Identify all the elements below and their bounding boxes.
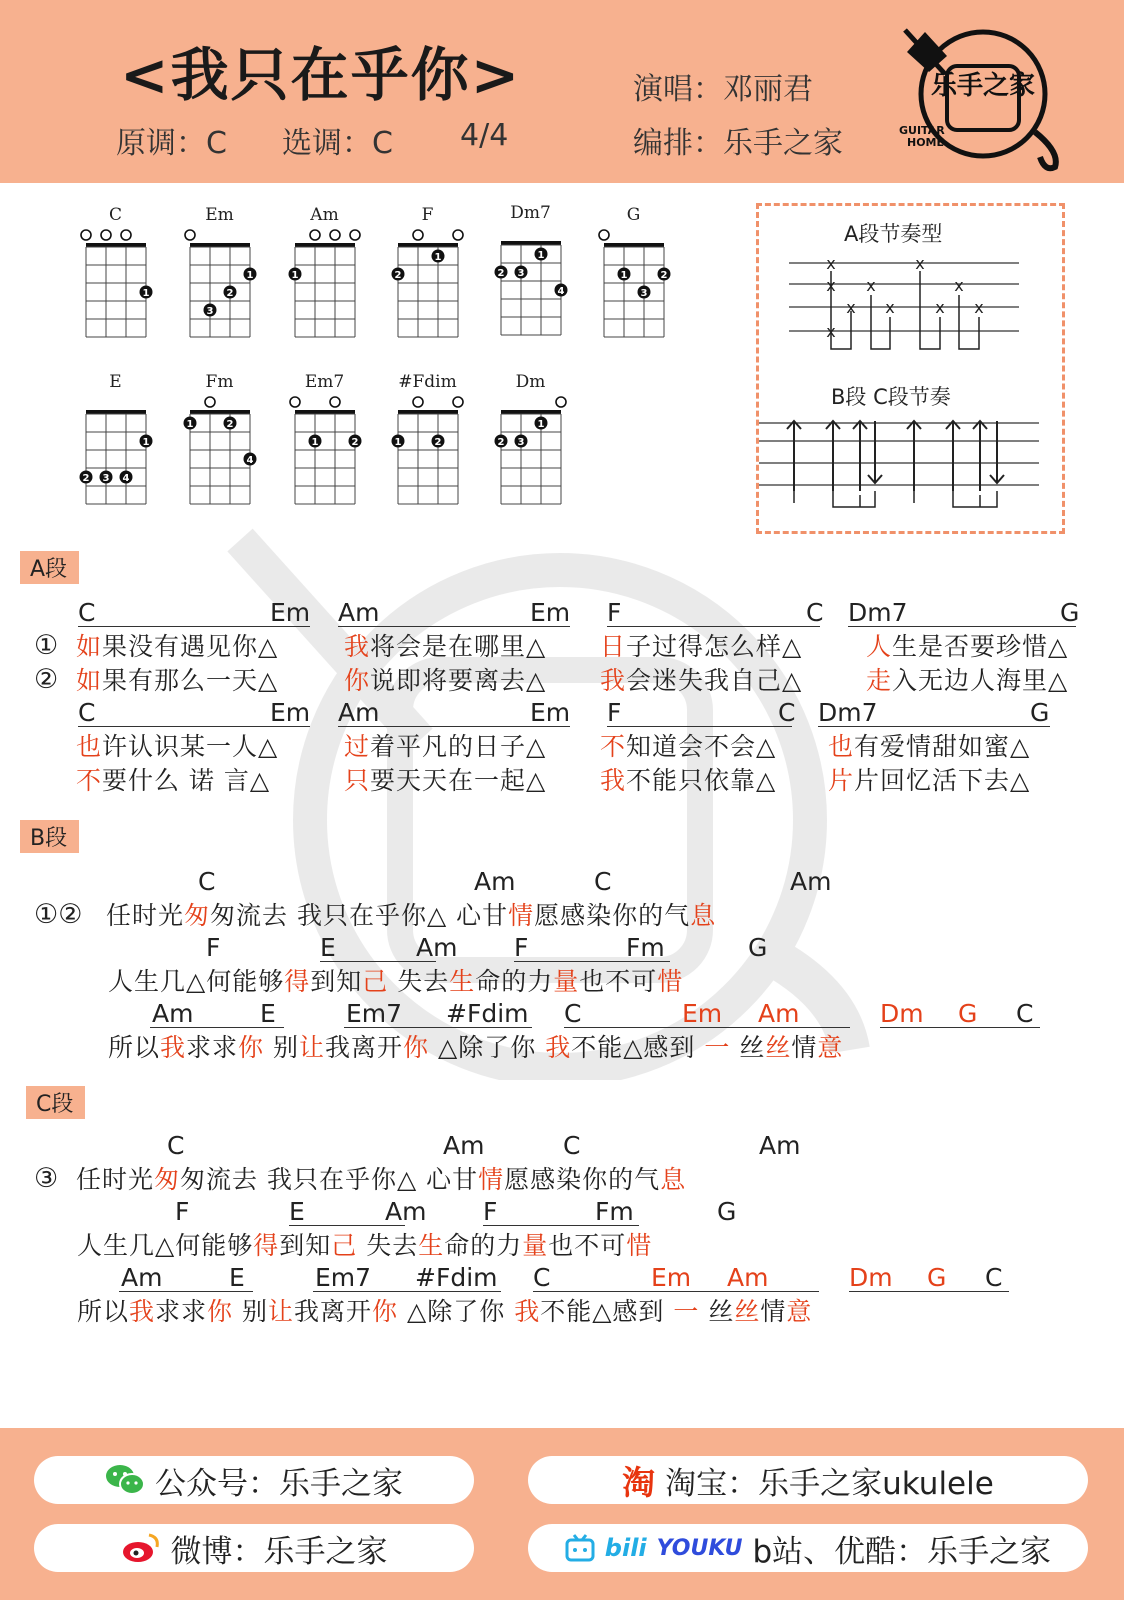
chord-label: G — [927, 1263, 947, 1292]
svg-text:x: x — [826, 254, 836, 273]
chord-label: Am — [385, 1197, 427, 1226]
chord-name: C — [108, 205, 122, 225]
lyric-line: 只要天天在一起△ — [344, 766, 547, 795]
song-title: <我只在乎你> — [120, 41, 522, 109]
lyric-line: 你说即将要离去△ — [344, 666, 547, 695]
weibo-label: 微博：乐手之家 — [170, 1533, 388, 1570]
verse-number: ③ — [34, 1163, 59, 1194]
lyric-line: 如果有那么一天△ — [76, 666, 279, 695]
svg-text:x: x — [935, 298, 945, 317]
chord-grid — [596, 227, 686, 347]
chord-label: C — [533, 1263, 551, 1292]
chord-label: Am — [758, 999, 800, 1028]
chord-label: G — [1060, 598, 1080, 627]
chord-label: Am — [416, 933, 458, 962]
chord-underline — [607, 726, 792, 727]
bilibili-icon — [565, 1533, 595, 1563]
chord-name: Fm — [205, 372, 234, 392]
brand-logo — [885, 22, 1095, 176]
lyric-line: 我将会是在哪里△ — [344, 632, 547, 661]
svg-text:4: 4 — [557, 286, 565, 297]
chord-underline — [880, 1027, 1040, 1028]
chord-label: Em — [270, 598, 311, 627]
chord-grid — [493, 394, 583, 514]
chord-label: E — [260, 999, 276, 1028]
lyric-line: 任时光匆匆流去 我只在乎你△ 心甘情愿感染你的气息 — [76, 1165, 687, 1194]
chord-label: C — [985, 1263, 1003, 1292]
chord-underline — [289, 1225, 405, 1226]
svg-text:x: x — [826, 322, 836, 341]
chord-name: Em7 — [304, 372, 345, 392]
chord-label: F — [514, 933, 529, 962]
chord-label: Em — [651, 1263, 692, 1292]
chord-grid — [182, 227, 272, 347]
chord-underline — [483, 1225, 639, 1226]
svg-text:2: 2 — [394, 270, 402, 281]
svg-text:1: 1 — [537, 419, 545, 430]
chord-label: C — [806, 598, 824, 627]
chord-underline — [313, 1291, 501, 1292]
chosen-key: 选调：C — [282, 126, 393, 161]
svg-text:x: x — [915, 254, 925, 273]
chord-label: Em — [682, 999, 723, 1028]
rhythm-a-title: A段节奏型 — [844, 222, 943, 246]
verse-number: ② — [34, 664, 59, 695]
verse-number: ① — [34, 630, 59, 661]
time-signature: 4/4 — [460, 118, 509, 153]
svg-text:x: x — [974, 298, 984, 317]
arranger: 编排：乐手之家 — [633, 126, 843, 161]
youku-brand: YOUKU — [656, 1535, 743, 1561]
lyric-line: 如果没有遇见你△ — [76, 632, 279, 661]
rhythm-a-diagram — [789, 251, 1029, 361]
wechat-label: 公众号：乐手之家 — [155, 1465, 403, 1502]
chord-label: F — [175, 1197, 190, 1226]
chord-underline — [533, 1291, 819, 1292]
svg-text:1: 1 — [291, 270, 299, 281]
svg-text:4: 4 — [246, 455, 254, 466]
lyric-line: 走入无边人海里△ — [866, 666, 1069, 695]
chord-underline — [338, 626, 570, 627]
chord-label: C — [78, 598, 96, 627]
svg-text:2: 2 — [660, 270, 668, 281]
chord-underline — [78, 626, 310, 627]
chord-name: F — [421, 205, 434, 225]
chord-label: C — [778, 698, 796, 727]
chord-label: C — [594, 867, 612, 896]
chord-underline — [514, 961, 670, 962]
chord-name: G — [626, 205, 641, 225]
chord-label: Em7 — [315, 1263, 372, 1292]
chord-label: G — [748, 933, 768, 962]
taobao-icon: 淘 — [622, 1462, 656, 1502]
chord-label: Dm — [880, 999, 924, 1028]
chord-grid — [182, 394, 272, 514]
weibo-icon — [121, 1531, 161, 1565]
section-b-label: B段 — [20, 820, 79, 853]
chord-label: C — [167, 1131, 185, 1160]
svg-text:HOME: HOME — [907, 136, 945, 149]
wechat-pill[interactable] — [34, 1456, 474, 1504]
wechat-icon — [105, 1463, 145, 1497]
chord-name: #Fdim — [398, 372, 457, 392]
svg-text:3: 3 — [517, 268, 525, 279]
svg-text:1: 1 — [142, 437, 150, 448]
svg-text:1: 1 — [394, 437, 402, 448]
lyric-line: 也有爱情甜如蜜△ — [828, 732, 1031, 761]
svg-text:x: x — [866, 276, 876, 295]
bili-youku-pill[interactable] — [528, 1524, 1088, 1572]
chord-label: G — [958, 999, 978, 1028]
svg-text:2: 2 — [226, 419, 234, 430]
lyric-line: 我会迷失我自己△ — [600, 666, 803, 695]
chord-label: Dm7 — [848, 598, 908, 627]
svg-text:GUITAR: GUITAR — [899, 124, 945, 137]
lyric-line: 所以我求求你 别让我离开你 △除了你 我不能△感到 一 丝丝情意 — [108, 1033, 844, 1062]
chord-name: Dm7 — [510, 203, 551, 223]
chord-label: Fm — [626, 933, 665, 962]
chord-label: F — [483, 1197, 498, 1226]
chord-label: Em — [530, 698, 571, 727]
lyric-line: 所以我求求你 别让我离开你 △除了你 我不能△感到 一 丝丝情意 — [77, 1297, 813, 1326]
chord-label: C — [563, 1131, 581, 1160]
chord-name: Dm — [515, 372, 546, 392]
chord-label: Am — [474, 867, 516, 896]
chord-label: G — [1030, 698, 1050, 727]
lyric-line: 人生几△何能够得到知己 失去生命的力量也不可惜 — [77, 1231, 653, 1260]
svg-text:x: x — [826, 276, 836, 295]
chord-underline — [564, 1027, 850, 1028]
svg-text:2: 2 — [226, 288, 234, 299]
chord-underline — [849, 1291, 1009, 1292]
taobao-label: 淘宝：乐手之家ukulele — [665, 1465, 994, 1502]
chord-grid — [390, 394, 480, 514]
svg-text:x: x — [885, 298, 895, 317]
chord-underline — [344, 1027, 532, 1028]
chord-label: Am — [338, 598, 380, 627]
chord-label: Am — [443, 1131, 485, 1160]
chord-underline — [848, 626, 1076, 627]
section-c-label: C段 — [26, 1086, 85, 1119]
chord-label: Dm7 — [818, 698, 878, 727]
chord-label: E — [320, 933, 336, 962]
weibo-pill[interactable] — [34, 1524, 474, 1572]
chord-label: #Fdim — [446, 999, 529, 1028]
chord-grid — [493, 225, 583, 345]
chord-label: Am — [727, 1263, 769, 1292]
svg-text:2: 2 — [351, 437, 359, 448]
bili-brand: bili — [604, 1534, 647, 1562]
lyric-line: 不知道会不会△ — [600, 732, 777, 761]
chord-label: C — [198, 867, 216, 896]
chord-underline — [607, 626, 820, 627]
chord-label: E — [289, 1197, 305, 1226]
svg-text:x: x — [954, 276, 964, 295]
chord-label: Dm — [849, 1263, 893, 1292]
chord-label: G — [717, 1197, 737, 1226]
svg-text:4: 4 — [122, 473, 130, 484]
taobao-pill[interactable] — [528, 1456, 1088, 1504]
chord-label: Fm — [595, 1197, 634, 1226]
chord-grid — [78, 227, 168, 347]
svg-text:2: 2 — [82, 473, 90, 484]
svg-text:3: 3 — [517, 437, 525, 448]
chord-label: Am — [121, 1263, 163, 1292]
svg-text:3: 3 — [640, 288, 648, 299]
chord-underline — [338, 726, 570, 727]
chord-label: F — [607, 698, 622, 727]
svg-text:2: 2 — [434, 437, 442, 448]
chord-label: F — [607, 598, 622, 627]
lyric-line: 我不能只依靠△ — [600, 766, 777, 795]
chord-underline — [119, 1291, 253, 1292]
lyric-line: 人生是否要珍惜△ — [866, 632, 1069, 661]
rhythm-pattern-box — [756, 203, 1065, 534]
lyric-line: 任时光匆匆流去 我只在乎你△ 心甘情愿感染你的气息 — [106, 901, 717, 930]
svg-text:1: 1 — [537, 250, 545, 261]
svg-text:3: 3 — [102, 473, 110, 484]
chord-label: C — [78, 698, 96, 727]
rhythm-bc-title: B段 C段节奏 — [831, 385, 951, 409]
chord-label: #Fdim — [415, 1263, 498, 1292]
svg-text:1: 1 — [311, 437, 319, 448]
chord-grid — [78, 394, 168, 514]
original-key: 原调：C — [116, 126, 227, 161]
chord-underline — [78, 726, 310, 727]
svg-text:x: x — [846, 298, 856, 317]
chord-grid — [390, 227, 480, 347]
chord-name: E — [109, 372, 122, 392]
chord-label: Em — [270, 698, 311, 727]
chord-label: Am — [790, 867, 832, 896]
logo-text-top: 乐手之家 — [930, 71, 1036, 101]
lyric-line: 也许认识某一人△ — [76, 732, 279, 761]
chord-label: C — [1016, 999, 1034, 1028]
chord-label: Em7 — [346, 999, 403, 1028]
verse-number: ①② — [34, 899, 83, 930]
chord-underline — [320, 961, 436, 962]
svg-text:3: 3 — [206, 306, 214, 317]
chord-label: Am — [338, 698, 380, 727]
svg-text:2: 2 — [497, 437, 505, 448]
svg-text:1: 1 — [620, 270, 628, 281]
chord-label: Am — [152, 999, 194, 1028]
lyric-line: 人生几△何能够得到知己 失去生命的力量也不可惜 — [108, 967, 684, 996]
svg-text:1: 1 — [142, 288, 150, 299]
chord-label: Em — [530, 598, 571, 627]
chord-underline — [818, 726, 1050, 727]
chord-underline — [150, 1027, 284, 1028]
svg-text:1: 1 — [246, 270, 254, 281]
svg-text:1: 1 — [434, 252, 442, 263]
chord-label: F — [206, 933, 221, 962]
lyric-line: 片片回忆活下去△ — [828, 766, 1031, 795]
rhythm-bc-diagram — [759, 411, 1059, 521]
lyric-line: 日子过得怎么样△ — [600, 632, 803, 661]
chord-label: E — [229, 1263, 245, 1292]
lyric-line: 过着平凡的日子△ — [344, 732, 547, 761]
chord-grid — [287, 227, 377, 347]
chord-name: Em — [205, 205, 234, 225]
lyric-line: 不要什么 诺 言△ — [76, 766, 271, 795]
svg-text:2: 2 — [497, 268, 505, 279]
footer-banner — [0, 1428, 1124, 1600]
svg-text:1: 1 — [186, 419, 194, 430]
section-a-label: A段 — [20, 551, 79, 584]
singer: 演唱：邓丽君 — [633, 72, 813, 107]
bili-youku-label: b站、优酷：乐手之家 — [752, 1533, 1052, 1570]
chord-name: Am — [310, 205, 339, 225]
chord-grid — [287, 394, 377, 514]
chord-label: C — [564, 999, 582, 1028]
chord-label: Am — [759, 1131, 801, 1160]
